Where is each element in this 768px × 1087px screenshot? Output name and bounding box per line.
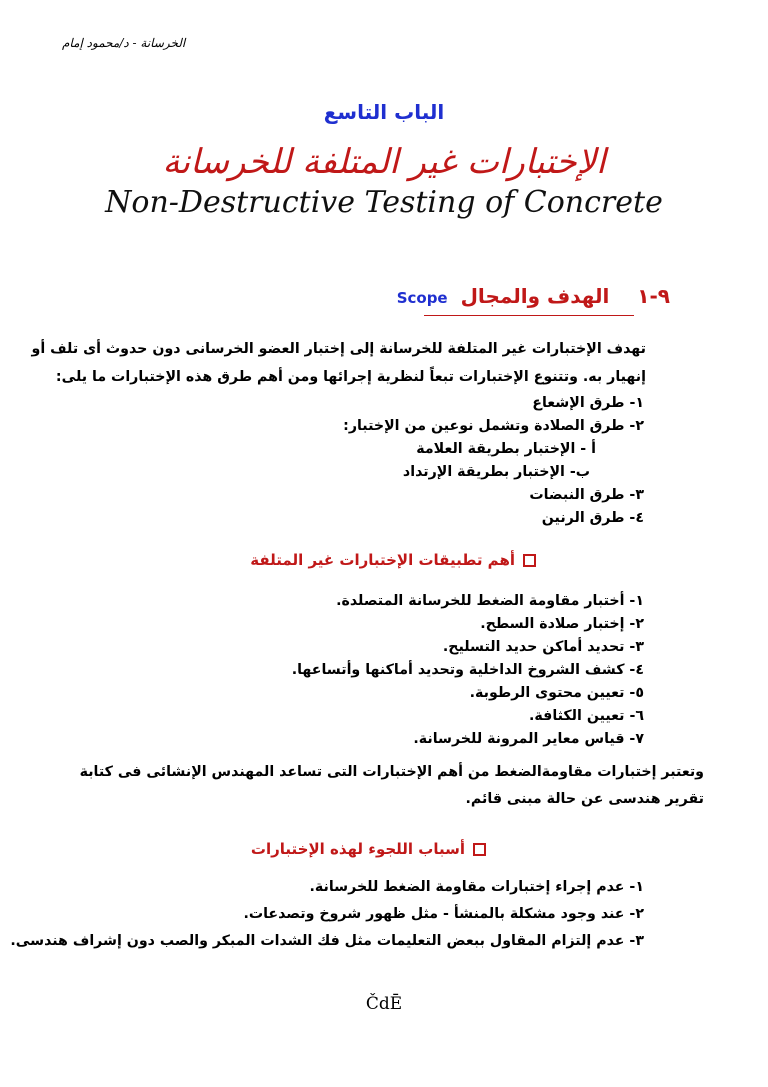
reasons-heading-text: أسباب اللجوء لهذه الإختبارات [250,840,465,858]
conclusion-line-2: تقرير هندسى عن حالة مبنى قائم. [465,791,704,807]
application-item: ٧- قياس معاير المرونة للخرسانة. [413,731,644,747]
intro-line-1: تهدف الإختبارات غير المتلفة للخرسانة إلى إختبار العضو الخرسانى دون حدوث أى تلف أو [31,341,646,357]
method-subitem: ب- الإختبار بطريقة الإرتداد [402,464,590,480]
section-number: ٩-١ [637,284,670,308]
application-item: ١- أختبار مقاومة الضغط للخرسانة المتصلدة. [336,593,644,609]
method-item: ٢- طرق الصلادة وتشمل نوعين من الإختبار: [343,418,644,434]
application-item: ٦- تعيين الكثافة. [529,708,644,724]
chapter-label: الباب التاسع [323,100,445,124]
application-item: ٢- إختبار صلادة السطح. [480,616,644,632]
method-item: ١- طرق الإشعاع [532,395,644,411]
reason-item: ٣- عدم إلتزام المقاول ببعض التعليمات مثل فك الشدات المبكر والصب دون إشراف هندسى. [10,933,644,949]
reason-item: ٢- عند وجود مشكلة بالمنشأ - مثل ظهور شروخ وتصدعات. [243,906,644,922]
intro-line-2: إنهيار به. وتتنوع الإختبارات تبعاً لنظرية إجرائها ومن أهم طرق هذه الإختبارات ما يلى: [55,369,646,385]
applications-heading-text: أهم تطبيقات الإختبارات غير المتلفة [250,551,515,569]
method-item: ٣- طرق النبضات [529,487,644,503]
section-scope-label: Scope [396,289,448,307]
application-item: ٤- كشف الشروخ الداخلية وتحديد أماكنها وأتساعها. [291,662,644,678]
section-heading [397,284,670,308]
chapter-title-arabic: الإختبارات غير المتلفة للخرسانة [162,142,606,182]
application-item: ٣- تحديد أماكن حديد التسليح. [442,639,644,655]
checkbox-bullet-icon [473,843,486,856]
method-item: ٤- طرق الرنين [541,510,644,526]
checkbox-bullet-icon [523,554,536,567]
applications-heading [250,551,536,569]
running-header: الخرسانة - د/محمود إمام [62,36,186,50]
section-title: الهدف والمجال [460,284,610,308]
application-item: ٥- تعيين محتوى الرطوبة. [469,685,644,701]
page-number: ČdĒ [365,994,403,1014]
section-underline [424,315,634,316]
conclusion-line-1: وتعتبر إختبارات مقاومةالضغط من أهم الإختبارات التى تساعد المهندس الإنشائى فى كتابة [79,764,704,780]
reasons-heading [251,840,486,858]
method-subitem: أ - الإختبار بطريقة العلامة [416,441,596,457]
chapter-title-english: Non-Destructive Testing of Concrete [105,185,663,220]
reason-item: ١- عدم إجراء إختبارات مقاومة الضغط للخرسانة. [309,879,644,895]
